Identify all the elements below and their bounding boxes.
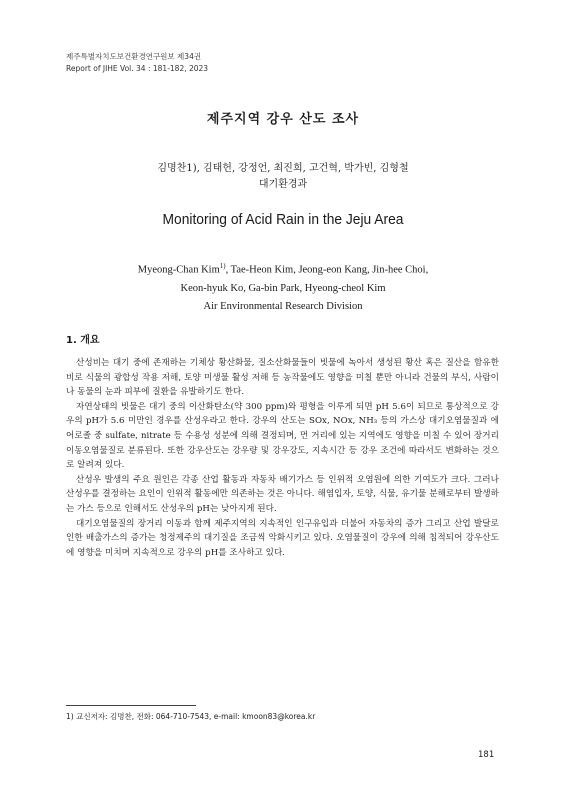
english-author-line-1 — [0, 257, 566, 280]
journal-header-korean: 제주특별자치도보건환경연구원보 제34권 — [66, 52, 202, 61]
paragraph-2: 자연상태의 빗물은 대기 중의 이산화탄소(약 300 ppm)와 평형을 이루게 되면 pH 5.6이 되므로 통상적으로 강우의 pH가 5.6 미만인 경우를 산성우라고 한다. 강우의 산도는 SOx, NOx, NH₃ 등의 가스상 대기오염물질과 에어로졸 중 sulfate, nitrate 등 수용성 성분에 의해 결정되며, 먼 거리에 있는 지역에도 영향을 미칠 수 있어 장거리 이동오염물질로 분류된다. 또한 강우산도는 강우량 및 강우강도, 지속시간 등 강우 조건에 따라서도 변화하는 것으로 알려져 있다. — [66, 401, 499, 471]
paragraph-4: 대기오염물질의 장거리 이동과 함께 제주지역의 지속적인 인구유입과 더불어 자동차의 증가 그리고 산업 발달로 인한 배출가스의 증가는 청정제주의 대기질을 조금씩 악화시키고 있다. 오염물질이 강우에 의해 침적되어 강우산도에 영향을 미치며 지속적으로 강우의 pH를 조사하고 있다. — [66, 518, 499, 558]
english-title: Monitoring of Acid Rain in the Jeju Area — [162, 211, 404, 228]
footnote: 1) 교신저자: 김명찬, 전화: 064-710-7543, e-mail: kmoon83@korea.kr — [66, 712, 316, 721]
journal-header-english: Report of JIHE Vol. 34 : 181-182, 2023 — [66, 64, 209, 73]
korean-authors-block — [0, 161, 566, 193]
english-author-line-1-rest: , Tae-Heon Kim, Jeong-eon Kang, Jin-hee Choi, — [225, 264, 429, 276]
paragraph-3: 산성우 발생의 주요 원인은 각종 산업 활동과 자동차 배기가스 등 인위적 오염원에 의한 기여도가 크다. 그러나 산성우를 결정하는 요인이 인위적 활동에만 의존하는 것은 아니다. 해염입자, 토양, 식물, 유기물 분해로부터 발생하는 가스 등으로 인해서도 산성우의 pH는 낮아지게 된다. — [66, 474, 499, 514]
body-text — [66, 356, 499, 560]
korean-author-names: 김명찬1), 김태헌, 강정언, 최진희, 고건혁, 박가빈, 김형철 — [157, 163, 409, 174]
english-author-line-2: Keon-hyuk Ko, Ga-bin Park, Hyeong-cheol Kim — [180, 282, 386, 294]
english-authors-block — [0, 257, 566, 316]
footnote-divider — [66, 705, 196, 706]
paragraph-1: 산성비는 대기 중에 존재하는 기체상 황산화물, 질소산화물들이 빗물에 녹아서 생성된 황산 혹은 질산을 함유한 비로 식물의 광합성 작용 저해, 토양 미생물 활성 저해 등 농작물에도 영향을 미칠 뿐만 아니라 건물의 부식, 사람이나 동물의 눈과 피부에 질환을 유발하기도 한다. — [66, 358, 499, 398]
korean-title: 제주지역 강우 산도 조사 — [206, 112, 360, 127]
korean-department: 대기환경과 — [258, 179, 308, 190]
page-number: 181 — [478, 750, 495, 760]
english-department: Air Environmental Research Division — [203, 300, 363, 312]
first-author: Myeong-Chan Kim — [137, 264, 220, 276]
first-author-footnote-mark: 1) — [219, 262, 226, 270]
section-heading: 1. 개요 — [66, 335, 100, 346]
journal-header — [66, 51, 208, 75]
